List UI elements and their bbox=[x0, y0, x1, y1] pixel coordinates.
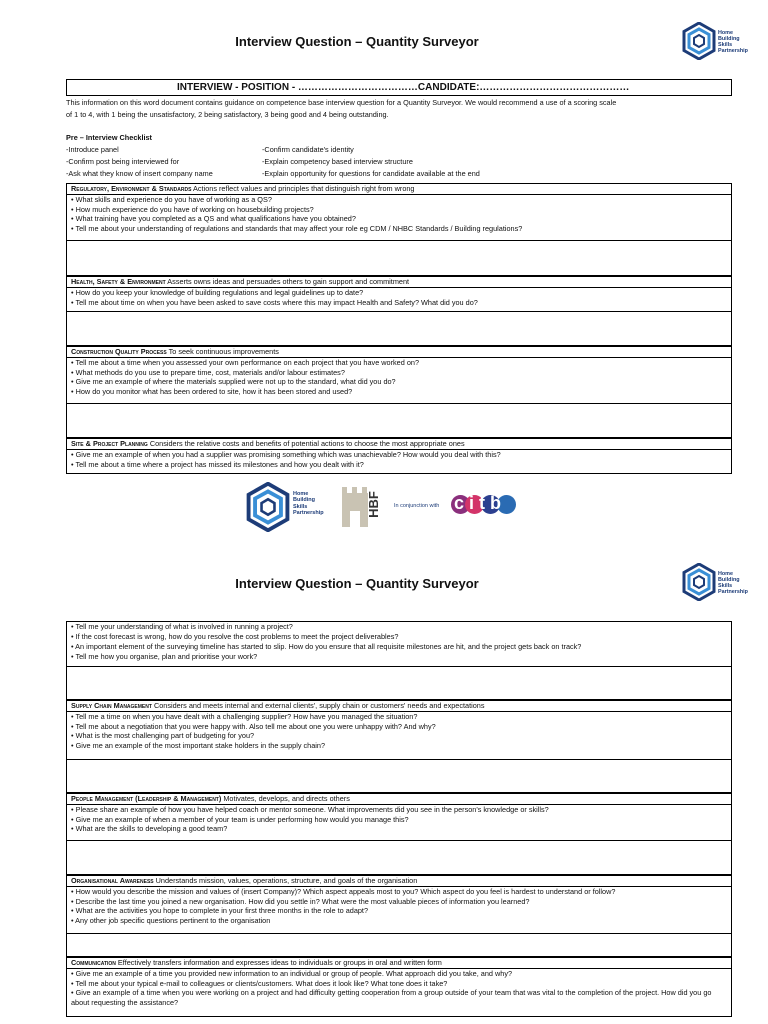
question-item: • Tell me about time on when you have been asked to save costs where this may impact Health and Safety? What did you do? bbox=[71, 297, 478, 307]
question-item: • Tell me about your typical e-mail to colleagues or clients/customers. What does it look like? What tone does it take? bbox=[71, 978, 448, 988]
question-item: • Tell me a time on when you have dealt with a challenging supplier? How have you managed the situation? bbox=[71, 712, 418, 721]
hexagon-logo-icon bbox=[682, 22, 716, 60]
section-heading bbox=[66, 700, 732, 712]
question-item: • Tell me how you organise, plan and prioritise your work? bbox=[71, 652, 258, 661]
notes-box[interactable] bbox=[66, 404, 732, 438]
section-title: Site & Project Planning bbox=[71, 439, 148, 448]
interview-header-row bbox=[66, 79, 732, 96]
question-item: • Tell me your understanding of what is involved in running a project? bbox=[71, 622, 293, 631]
question-list bbox=[66, 887, 732, 934]
section-description: Considers and meets internal and external clients', supply chain or customers' needs and expectations bbox=[151, 701, 485, 710]
question-item: • Any other job specific questions pertinent to the organisation bbox=[71, 915, 271, 925]
section-title: Communication bbox=[71, 958, 116, 967]
question-item: • Tell me about your understanding of regulations and standards that may affect your role eg CDM / NHBC Standards / Building regulations? bbox=[71, 223, 523, 233]
section-description: To seek continuous improvements bbox=[166, 347, 279, 356]
checklist-item: -Confirm candidate's identity bbox=[262, 145, 354, 154]
section-description: Understands mission, values, operations, structure, and goals of the organisation bbox=[153, 876, 418, 885]
question-item: • Give me an example of when a member of your team is under performing how would you manage this? bbox=[71, 814, 409, 824]
question-item: • What is the most challenging part of budgeting for you? bbox=[71, 731, 255, 741]
question-item: • What are the activities you hope to complete in your first three months in the role to adapt? bbox=[71, 906, 369, 916]
hexagon-logo-icon bbox=[246, 482, 290, 532]
section-title: Health, Safety & Environment bbox=[71, 277, 166, 286]
section-heading bbox=[66, 875, 732, 887]
question-item: • How much experience do you have of working on housebuilding projects? bbox=[71, 204, 314, 214]
question-item: • Give an example of a time when you were working on a project and had difficulty getting cooperation from a group outside of your team that was vital to the completion of the project. How did you go about requesting the assistance? bbox=[71, 988, 712, 1007]
notes-box[interactable] bbox=[66, 241, 732, 276]
section-description: Considers the relative costs and benefits of potential actions to choose the most appropriate ones bbox=[147, 439, 465, 448]
hexagon-logo-icon bbox=[682, 563, 716, 601]
intro-text-line-1: This information on this word document contains guidance on competence base interview question for a Quantity Surveyor. We would recommend a use of a scoring scale bbox=[66, 98, 617, 107]
hbsp-logo bbox=[682, 22, 748, 64]
question-list bbox=[66, 712, 732, 760]
section-heading bbox=[66, 346, 732, 358]
question-item: • Give me an example of when you had a supplier was promising something which was unachievable? How would you deal with this? bbox=[71, 450, 501, 459]
section-description: Motivates, develops, and directs others bbox=[221, 794, 350, 803]
section-title: People Management (Leadership & Management) bbox=[71, 794, 222, 803]
question-item: • If the cost forecast is wrong, how do you resolve the cost problems to meet the project deliverables? bbox=[71, 632, 399, 641]
question-list bbox=[66, 358, 732, 404]
section-heading bbox=[66, 438, 732, 450]
question-item: • Please share an example of how you have helped coach or mentor someone. What improvements did you see in the person's knowledge or skills? bbox=[71, 805, 549, 814]
question-item: • Give me an example of the most important stake holders in the supply chain? bbox=[71, 740, 326, 750]
logo-wordmark: Home Building Skills Partnership bbox=[293, 491, 324, 517]
hbf-logo bbox=[340, 485, 384, 529]
question-item: • An important element of the surveying timeline has started to slip. How do you ensure that all requisite milestones are hit, and the project gets back on track? bbox=[71, 642, 582, 651]
question-list bbox=[66, 805, 732, 841]
section-heading bbox=[66, 183, 732, 195]
notes-box[interactable] bbox=[66, 934, 732, 957]
question-item: • Give me an example of where the materials supplied were not up to the standard, what did you do? bbox=[71, 377, 396, 387]
question-item: • Tell me about a time when you assessed your own performance on each project that you have worked on? bbox=[71, 358, 420, 367]
footer-logos bbox=[246, 481, 526, 533]
citb-logo bbox=[451, 492, 521, 522]
section-description: Asserts owns ideas and persuades others to gain support and commitment bbox=[165, 277, 410, 286]
page-title: Interview Question – Quantity Surveyor bbox=[235, 576, 479, 591]
notes-box[interactable] bbox=[66, 312, 732, 346]
checklist-title: Pre – Interview Checklist bbox=[66, 133, 152, 142]
question-list bbox=[66, 195, 732, 241]
question-item: • Tell me about a negotiation that you were happy with. Also tell me about one you were unhappy with? And why? bbox=[71, 721, 436, 731]
question-item: • What methods do you use to prepare time, cost, materials and/or labour estimates? bbox=[71, 367, 345, 377]
intro-text-line-2: of 1 to 4, with 1 being the unsatisfactory, 2 being satisfactory, 3 being good and 4 being outstanding. bbox=[66, 110, 389, 119]
question-item: • Give me an example of a time you provided new information to an individual or group of people. What approach did you take, and why? bbox=[71, 969, 513, 978]
question-item: • What training have you completed as a QS and what qualifications have you obtained? bbox=[71, 214, 356, 224]
section-heading bbox=[66, 793, 732, 805]
question-list bbox=[66, 621, 732, 667]
question-item: • How do you keep your knowledge of building regulations and legal guidelines up to date? bbox=[71, 288, 364, 297]
page-title: Interview Question – Quantity Surveyor bbox=[235, 34, 479, 49]
section-heading bbox=[66, 957, 732, 969]
question-item: • How would you describe the mission and values of (insert Company)? Which aspect appeals most to you? Which aspect do you feel is hardest to understand or follow? bbox=[71, 887, 616, 896]
section-description: Effectively transfers information and expresses ideas to individuals or groups in oral and written form bbox=[115, 958, 442, 967]
question-item: • What skills and experience do you have of working as a QS? bbox=[71, 195, 272, 204]
logo-wordmark: Home Building Skills Partnership bbox=[718, 571, 748, 595]
question-item: • Describe the last time you joined a new organisation. How did you settle in? What were the most valuable pieces of information you learned? bbox=[71, 896, 530, 906]
conjunction-text: In conjunction with bbox=[394, 503, 440, 509]
checklist-item: -Explain opportunity for questions for candidate available at the end bbox=[262, 169, 480, 178]
question-list bbox=[66, 450, 732, 474]
section-title: Regulatory, Environment & Standards bbox=[71, 184, 192, 193]
section-title: Organisational Awareness bbox=[71, 876, 154, 885]
logo-wordmark: Home Building Skills Partnership bbox=[718, 30, 748, 54]
checklist-item: -Introduce panel bbox=[66, 145, 119, 154]
checklist-item: -Ask what they know of insert company name bbox=[66, 169, 213, 178]
citb-text: citb bbox=[454, 493, 507, 513]
question-item: • What are the skills to developing a good team? bbox=[71, 824, 228, 834]
question-list bbox=[66, 969, 732, 1017]
question-item: • How do you monitor what has been ordered to site, how it has been stored and used? bbox=[71, 386, 353, 396]
position-candidate-line: INTERVIEW - POSITION - ………………………………CANDIDATE:……………………………………… bbox=[177, 82, 630, 93]
checklist-item: -Explain competency based interview structure bbox=[262, 157, 413, 166]
section-title: Construction Quality Process bbox=[71, 347, 167, 356]
section-title: Supply Chain Management bbox=[71, 701, 152, 710]
notes-box[interactable] bbox=[66, 760, 732, 793]
question-item: • Tell me about a time where a project has missed its milestones and how you dealt with it? bbox=[71, 459, 364, 469]
hbsp-logo bbox=[682, 563, 748, 605]
checklist-item: -Confirm post being interviewed for bbox=[66, 157, 180, 166]
section-heading bbox=[66, 276, 732, 288]
notes-box[interactable] bbox=[66, 841, 732, 875]
notes-box[interactable] bbox=[66, 667, 732, 700]
question-list bbox=[66, 288, 732, 312]
hbf-text: HBF bbox=[365, 491, 381, 518]
section-description: Actions reflect values and principles that distinguish right from wrong bbox=[191, 184, 415, 193]
